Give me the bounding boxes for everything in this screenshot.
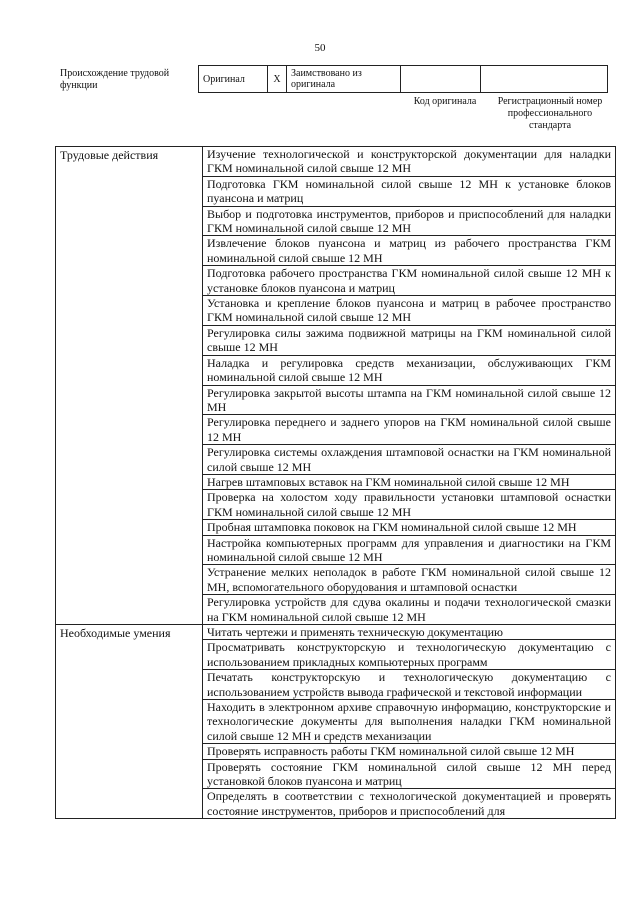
- original-mark: X: [268, 66, 287, 93]
- original-code-cell: [401, 66, 481, 93]
- section-item: Изучение технологической и конструкторской документации для наладки ГКМ номинальной силой свыше 12 МН: [203, 147, 616, 177]
- section-item: Регулировка устройств для сдува окалины и подачи технологической смазки на ГКМ номинальной силой свыше 12 МН: [203, 595, 616, 625]
- section-item: Читать чертежи и применять техническую документацию: [203, 625, 616, 640]
- section-item: Подготовка ГКМ номинальной силой свыше 12 МН к установке блоков пуансона и матриц: [203, 176, 616, 206]
- section-item: Определять в соответствии с технологической документацией и проверять состояние инструментов, приборов и приспособлений для: [203, 789, 616, 819]
- table-row: [56, 147, 616, 177]
- section-item: Нагрев штамповых вставок на ГКМ номинальной силой свыше 12 МН: [203, 474, 616, 489]
- borrowed-cell: Заимствовано из оригинала: [287, 66, 401, 93]
- section-item: Проверять состояние ГКМ номинальной силой свыше 12 МН перед установкой блоков пуансона и матриц: [203, 759, 616, 789]
- section-item: Наладка и регулировка средств механизации, обслуживающих ГКМ номинальной силой свыше 12 МН: [203, 355, 616, 385]
- section-item: Настройка компьютерных программ для управления и диагностики на ГКМ номинальной силой свыше 12 МН: [203, 535, 616, 565]
- section-item: Проверка на холостом ходу правильности установки штамповой оснастки ГКМ номинальной силой свыше 12 МН: [203, 490, 616, 520]
- section-item: Просматривать конструкторскую и технологическую документацию с использованием прикладных компьютерных программ: [203, 640, 616, 670]
- origin-label: Происхождение трудовой функции: [60, 68, 170, 91]
- section-item: Извлечение блоков пуансона и матриц из рабочего пространства ГКМ номинальной силой свыше 12 МН: [203, 236, 616, 266]
- origin-table: [198, 65, 608, 93]
- section-item: Подготовка рабочего пространства ГКМ номинальной силой свыше 12 МН к установке блоков пуансона и матриц: [203, 266, 616, 296]
- table-row: [56, 625, 616, 640]
- section-heading: Необходимые умения: [56, 625, 203, 819]
- registration-number-cell: [481, 66, 608, 93]
- section-item: Находить в электронном архиве справочную информацию, конструкторские и технологические документы для выполнения наладки ГКМ номинальной силой свыше 12 МН и средств механизации: [203, 700, 616, 744]
- section-item: Установка и крепление блоков пуансона и матриц в рабочее пространство ГКМ номинальной силой свыше 12 МН: [203, 296, 616, 326]
- function-table: [55, 146, 616, 819]
- section-item: Устранение мелких неполадок в работе ГКМ номинальной силой свыше 12 МН, вспомогательного оборудования и штамповой оснастки: [203, 565, 616, 595]
- section-heading: Трудовые действия: [56, 147, 203, 625]
- section-item: Проверять исправность работы ГКМ номинальной силой свыше 12 МН: [203, 744, 616, 759]
- registration-number-caption: Регистрационный номер профессионального стандарта: [497, 96, 603, 131]
- section-item: Выбор и подготовка инструментов, приборов и приспособлений для наладки ГКМ номинальной силой свыше 12 МН: [203, 206, 616, 236]
- page-number: 50: [314, 42, 326, 54]
- original-cell: Оригинал: [199, 66, 268, 93]
- section-item: Регулировка переднего и заднего упоров на ГКМ номинальной силой свыше 12 МН: [203, 415, 616, 445]
- original-code-caption: Код оригинала: [413, 96, 477, 107]
- section-item: Печатать конструкторскую и технологическую документацию с использованием устройств вывода графической и текстовой информации: [203, 670, 616, 700]
- section-item: Регулировка силы зажима подвижной матрицы на ГКМ номинальной силой свыше 12 МН: [203, 325, 616, 355]
- section-item: Регулировка закрытой высоты штампа на ГКМ номинальной силой свыше 12 МН: [203, 385, 616, 415]
- section-item: Регулировка системы охлаждения штамповой оснастки на ГКМ номинальной силой свыше 12 МН: [203, 445, 616, 475]
- section-item: Пробная штамповка поковок на ГКМ номинальной силой свыше 12 МН: [203, 520, 616, 535]
